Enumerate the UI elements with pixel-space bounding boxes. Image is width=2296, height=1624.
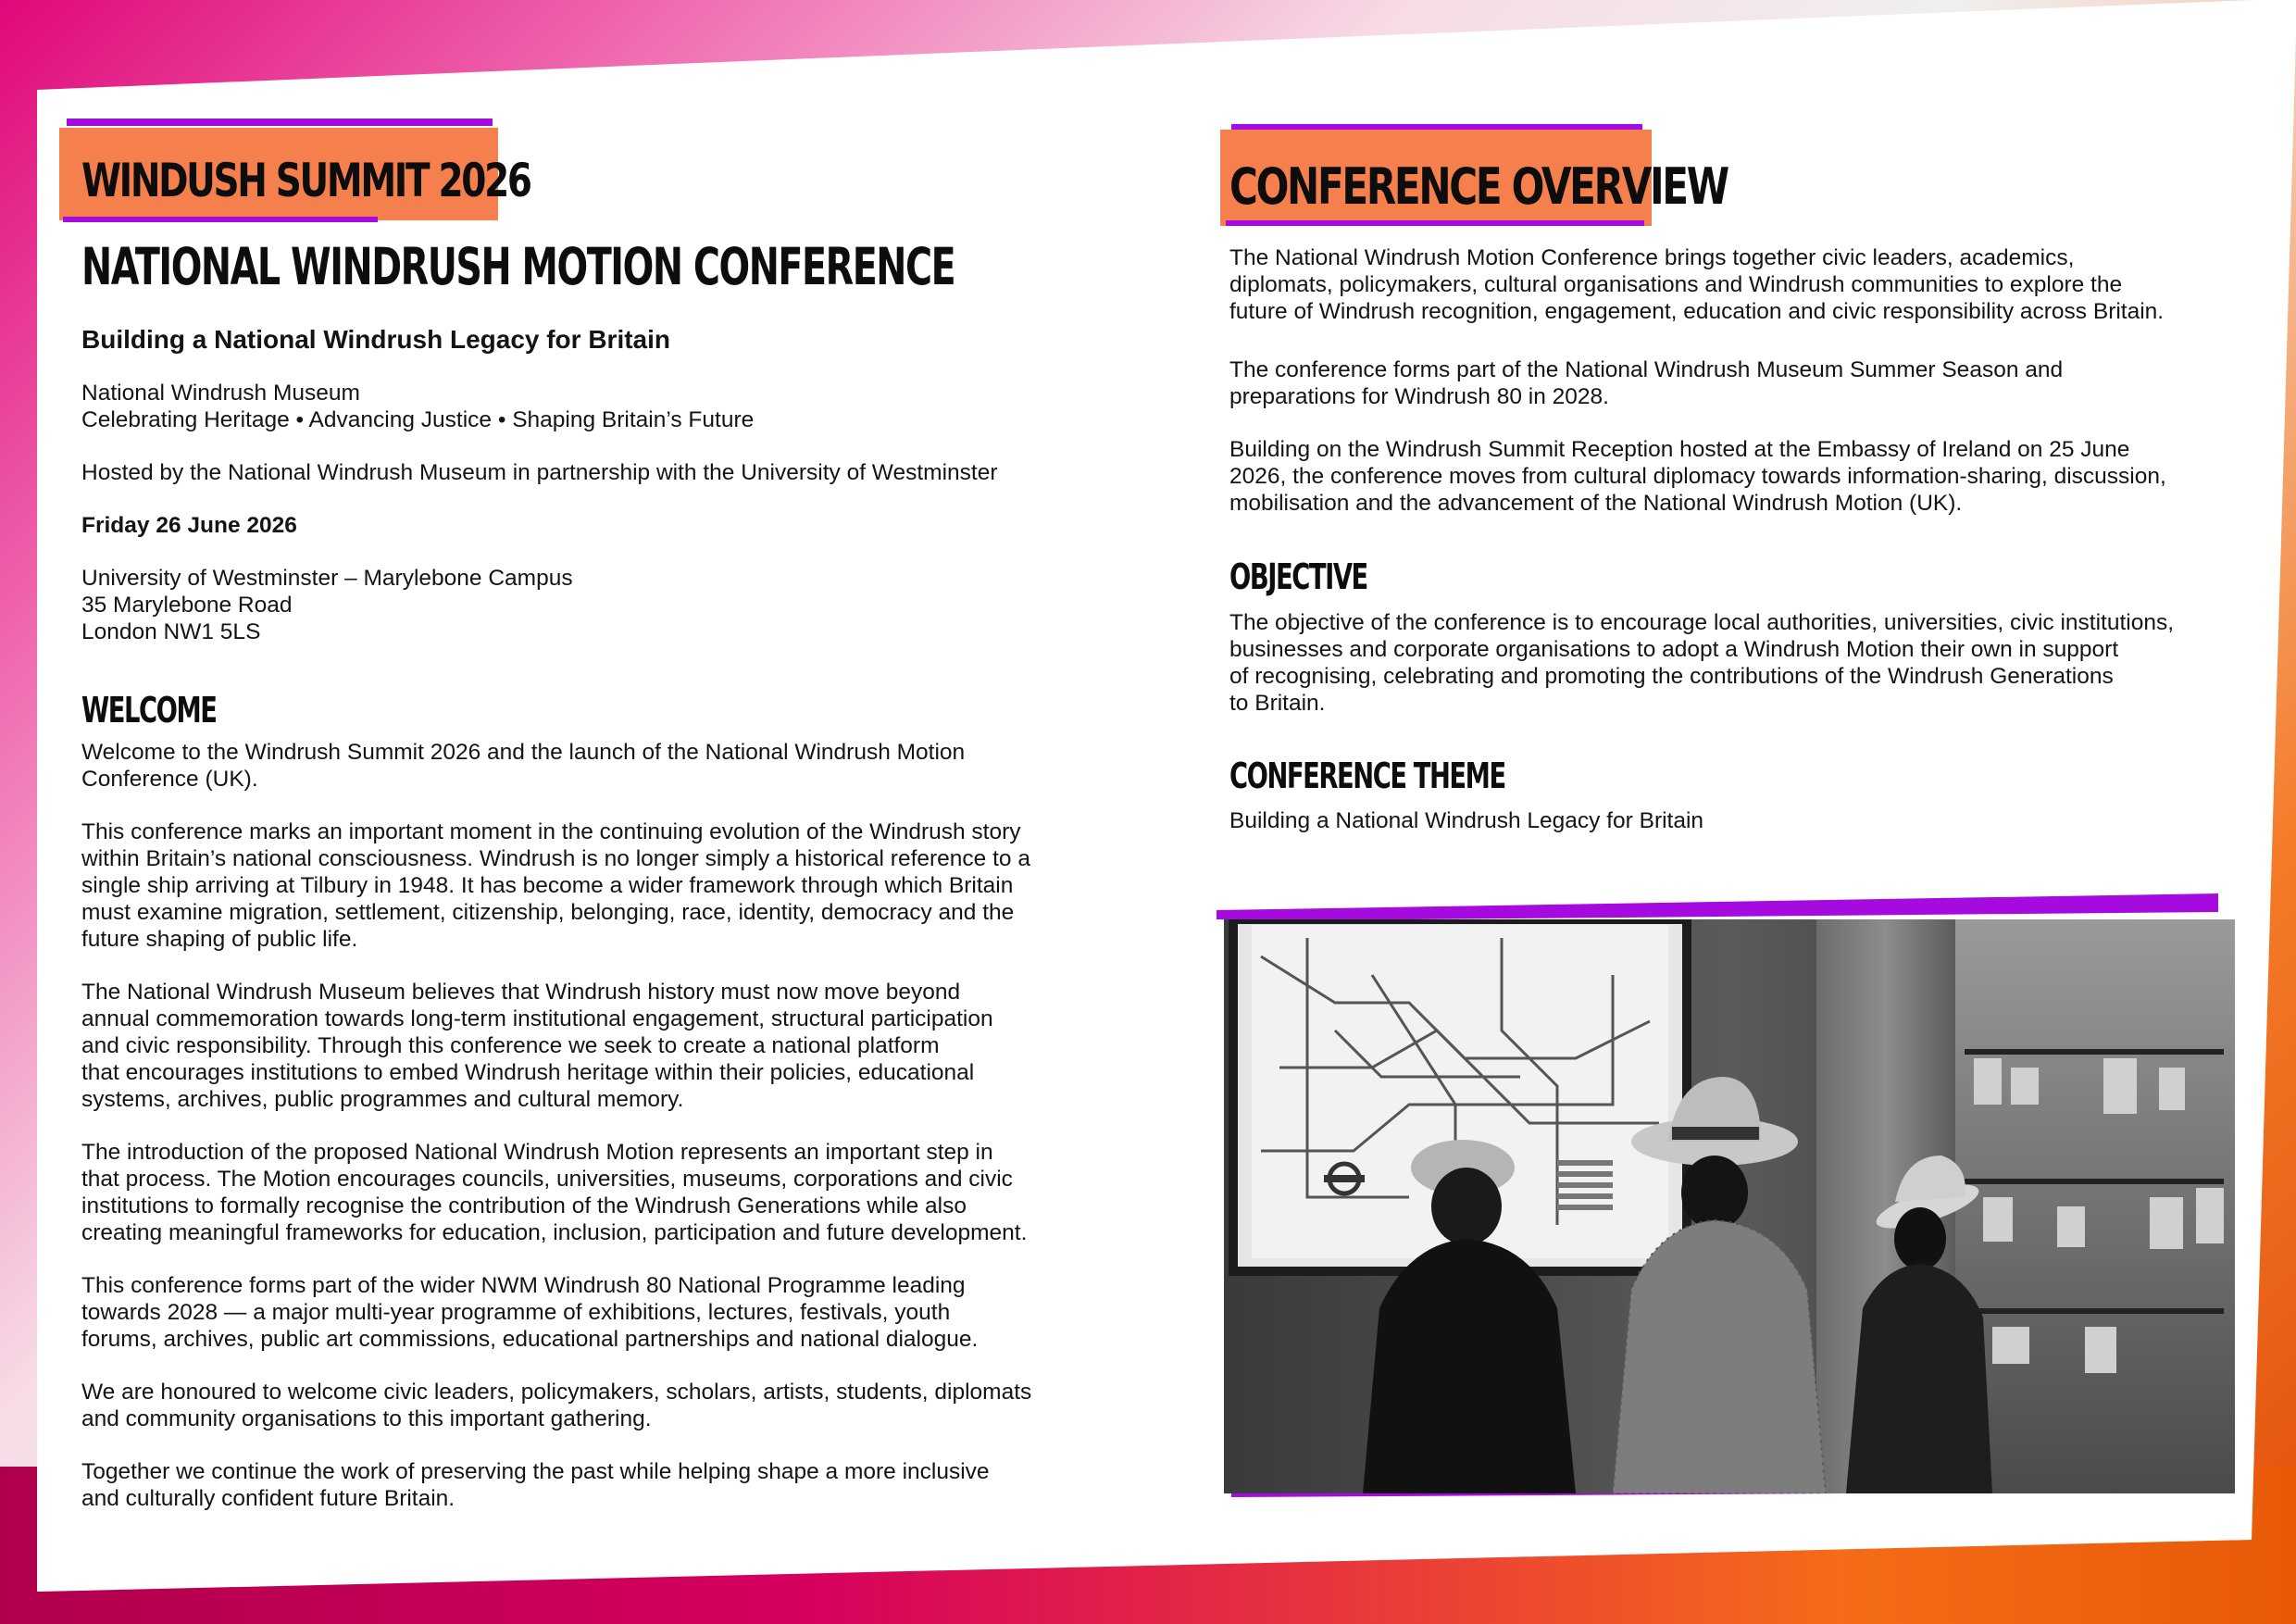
objective-line: The objective of the conference is to encourage local authorities, universities, civic institutions,	[1229, 610, 2175, 635]
welcome-line: systems, archives, public programmes and cultural memory.	[81, 1087, 684, 1112]
welcome-line: The National Windrush Museum believes that Windrush history must now move beyond	[81, 980, 961, 1005]
objective-paragraph	[1229, 609, 2174, 717]
archival-photo-frame	[1217, 893, 2235, 1505]
welcome-paragraph	[81, 1139, 1027, 1246]
purple-accent-bottom	[1226, 220, 1644, 226]
hosted-by: Hosted by the National Windrush Museum in partnership with the University of Westminster	[81, 460, 998, 485]
welcome-paragraph	[81, 1458, 990, 1512]
objective-line: to Britain.	[1229, 691, 1326, 716]
event-date: Friday 26 June 2026	[81, 513, 297, 538]
welcome-line: that encourages institutions to embed Windrush heritage within their policies, educational	[81, 1060, 975, 1085]
welcome-heading: WELCOME	[81, 690, 217, 731]
overview-line: Building on the Windrush Summit Reception hosted at the Embassy of Ireland on 25 June	[1229, 437, 2130, 462]
summit-title: WINDUSH SUMMIT 2026	[81, 154, 530, 207]
welcome-line: The introduction of the proposed National Windrush Motion represents an important step in	[81, 1140, 993, 1165]
welcome-line: creating meaningful frameworks for education, inclusion, participation and future development.	[81, 1220, 1028, 1245]
welcome-line: and civic responsibility. Through this conference we seek to create a national platform	[81, 1033, 940, 1058]
venue-address	[81, 565, 573, 645]
overview-title: CONFERENCE OVERVIEW	[1229, 157, 1728, 216]
welcome-line: future shaping of public life.	[81, 927, 358, 952]
purple-accent-bottom	[63, 217, 378, 222]
objective-line: businesses and corporate organisations to adopt a Windrush Motion their own in support	[1229, 637, 2119, 662]
welcome-line: Together we continue the work of preserving the past while helping shape a more inclusive	[81, 1459, 990, 1484]
welcome-paragraph	[81, 818, 1030, 953]
welcome-line: within Britain’s national consciousness. Windrush is no longer simply a historical reference to a	[81, 846, 1030, 871]
overview-line: preparations for Windrush 80 in 2028.	[1229, 384, 1609, 409]
overview-line: The conference forms part of the National Windrush Museum Summer Season and	[1229, 357, 2064, 382]
overview-title-block	[1220, 124, 1728, 235]
venue-line: University of Westminster – Marylebone Campus	[81, 566, 573, 591]
welcome-line: We are honoured to welcome civic leaders, policymakers, scholars, artists, students, diplomats	[81, 1380, 1032, 1405]
overview-line: mobilisation and the advancement of the National Windrush Motion (UK).	[1229, 491, 1963, 516]
welcome-paragraph	[81, 1379, 1031, 1432]
purple-accent-top	[1217, 893, 2218, 919]
welcome-line: Conference (UK).	[81, 767, 258, 792]
conference-title: NATIONAL WINDRUSH MOTION CONFERENCE	[81, 237, 955, 296]
welcome-line: and culturally confident future Britain.	[81, 1486, 455, 1511]
welcome-line: This conference forms part of the wider NWM Windrush 80 National Programme leading	[81, 1273, 966, 1298]
welcome-line: Welcome to the Windrush Summit 2026 and the launch of the National Windrush Motion	[81, 740, 966, 765]
venue-line: London NW1 5LS	[81, 619, 261, 644]
welcome-line: towards 2028 — a major multi-year programme of exhibitions, lectures, festivals, youth	[81, 1300, 951, 1325]
welcome-line: that process. The Motion encourages councils, universities, museums, corporations and civic	[81, 1167, 1013, 1192]
objective-heading: OBJECTIVE	[1229, 556, 1367, 597]
welcome-line: annual commemoration towards long-term institutional engagement, structural participation	[81, 1006, 993, 1031]
welcome-line: single ship arriving at Tilbury in 1948. It has become a wider framework through which Britain	[81, 873, 1014, 898]
museum-name: National Windrush Museum	[81, 381, 360, 406]
welcome-line: forums, archives, public art commissions, educational partnerships and national dialogue.	[81, 1327, 979, 1352]
archival-photo	[1224, 919, 2235, 1493]
welcome-line: This conference marks an important moment in the continuing evolution of the Windrush story	[81, 819, 1021, 844]
subtitle: Building a National Windrush Legacy for Britain	[81, 325, 671, 354]
overview-line: future of Windrush recognition, engagement, education and civic responsibility across Britain.	[1229, 299, 2165, 324]
summit-title-block	[59, 117, 530, 228]
welcome-line: and community organisations to this important gathering.	[81, 1406, 652, 1431]
theme-heading: CONFERENCE THEME	[1229, 756, 1505, 796]
welcome-line: institutions to formally recognise the contribution of the Windrush Generations while also	[81, 1193, 967, 1218]
welcome-paragraph	[81, 739, 965, 793]
overview-paragraph	[1229, 244, 2164, 325]
welcome-line: must examine migration, settlement, citizenship, belonging, race, identity, democracy and the	[81, 900, 1015, 925]
overview-line: The National Windrush Motion Conference brings together civic leaders, academics,	[1229, 245, 2075, 270]
overview-line: diplomats, policymakers, cultural organisations and Windrush communities to explore the	[1229, 272, 2123, 297]
museum-tagline: Celebrating Heritage • Advancing Justice • Shaping Britain’s Future	[81, 407, 755, 432]
figure-middle	[1613, 1077, 1826, 1493]
photo-illustration	[1224, 919, 2235, 1493]
purple-accent-top	[67, 119, 493, 126]
welcome-paragraph	[81, 979, 993, 1113]
welcome-paragraph	[81, 1272, 978, 1353]
objective-line: of recognising, celebrating and promoting the contributions of the Windrush Generations	[1229, 664, 2114, 689]
theme-text: Building a National Windrush Legacy for Britain	[1229, 808, 1704, 833]
overview-paragraph	[1229, 436, 2166, 517]
museum-block	[81, 380, 754, 433]
overview-paragraph	[1229, 356, 2063, 410]
venue-line: 35 Marylebone Road	[81, 593, 293, 618]
overview-line: 2026, the conference moves from cultural diplomacy towards information-sharing, discussion,	[1229, 464, 2166, 489]
